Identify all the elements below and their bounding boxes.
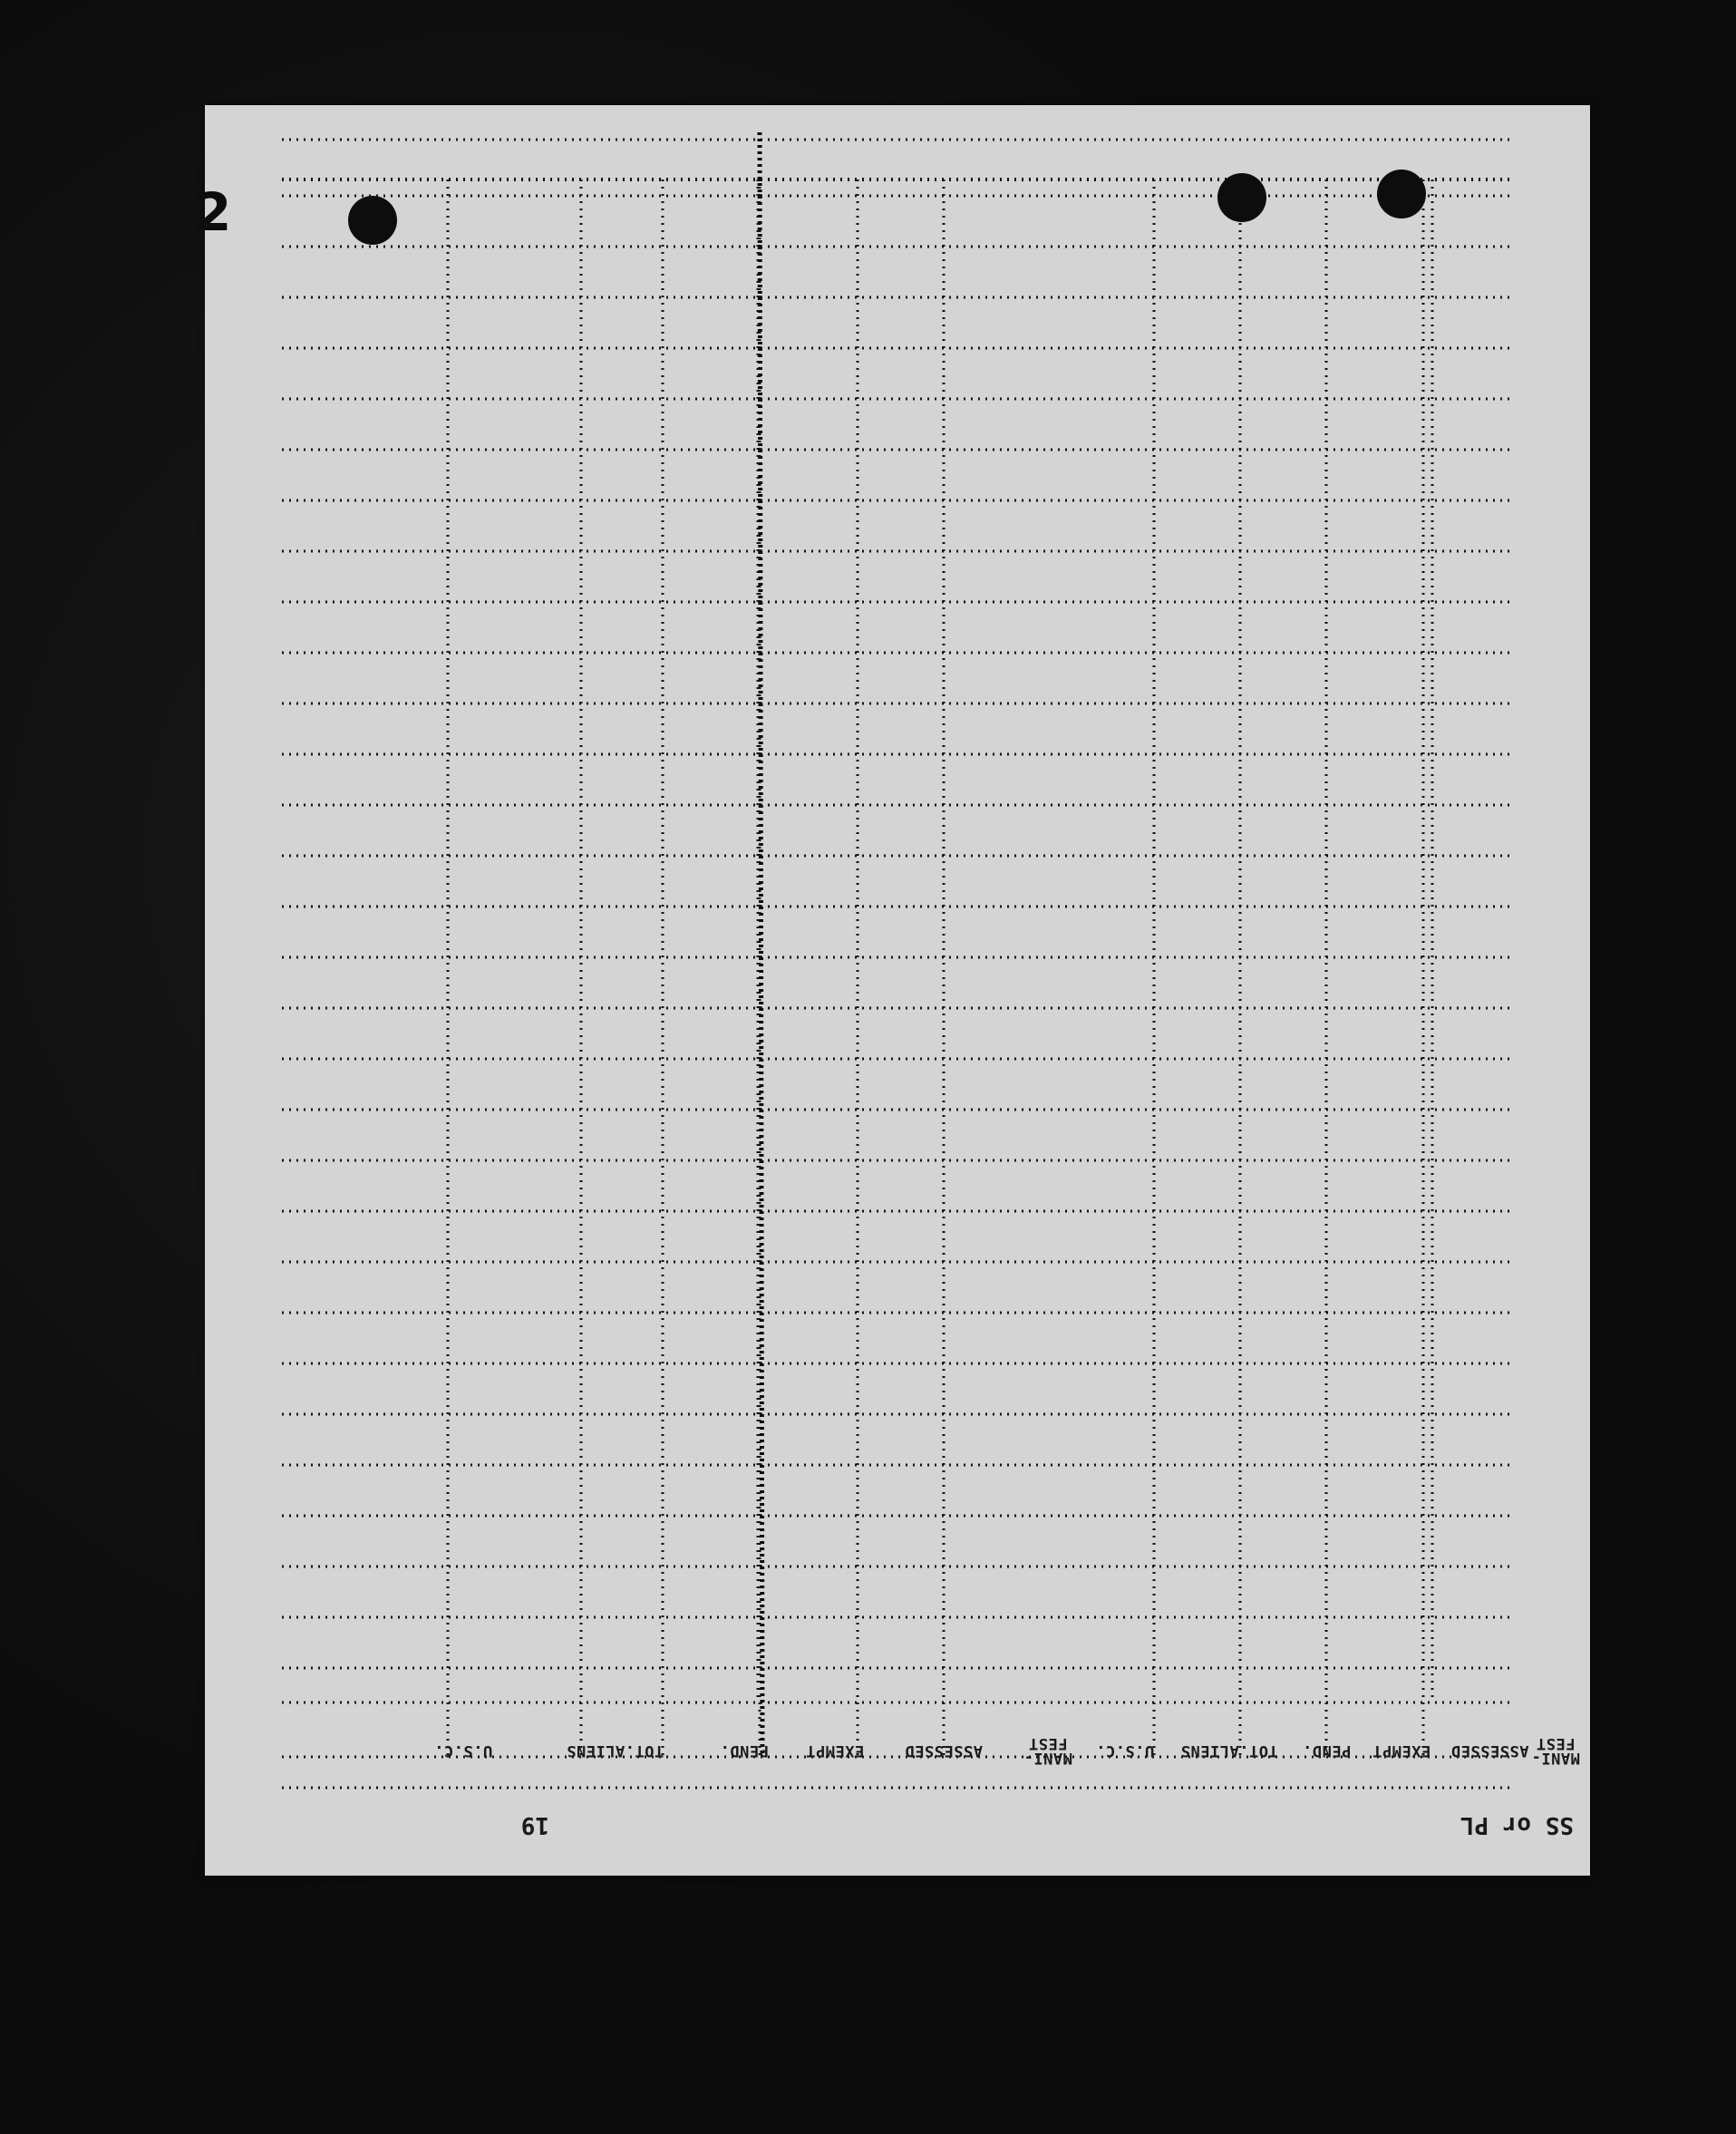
header-tot-aliens-2: TOT.ALIENS <box>566 1741 664 1760</box>
form-footer <box>286 1800 1574 1846</box>
edge-mark: 2 <box>195 181 232 243</box>
header-tot-aliens-1: TOT.ALIENS <box>1180 1741 1278 1760</box>
header-manifest-1: MANI- FEST <box>1531 1734 1580 1767</box>
header-usc-1: U.S.C. <box>1095 1741 1155 1760</box>
header-exempt-1: EXEMPT <box>1372 1741 1431 1760</box>
header-pend-1: PEND. <box>1302 1741 1352 1760</box>
punch-hole-left <box>348 196 397 245</box>
punch-hole-right-b <box>1377 170 1426 218</box>
ledger-grid <box>205 105 1590 1876</box>
grid-divider-heavy <box>760 132 762 1757</box>
header-exempt-2: EXEMPT <box>805 1741 865 1760</box>
header-usc-2: U.S.C. <box>433 1741 493 1760</box>
ship-label: SS or PL <box>1460 1811 1574 1838</box>
header-assessed-2: ASSESSED <box>905 1741 983 1760</box>
header-pend-2: PEND. <box>720 1741 769 1760</box>
ledger-sheet <box>205 105 1590 1876</box>
header-manifest-2: MANI- FEST <box>1023 1734 1072 1767</box>
column-header-row <box>286 1710 1580 1791</box>
year-label: 19 <box>520 1811 549 1838</box>
punch-hole-right-a <box>1217 173 1266 222</box>
header-assessed-1: ASSESSED <box>1450 1741 1529 1760</box>
